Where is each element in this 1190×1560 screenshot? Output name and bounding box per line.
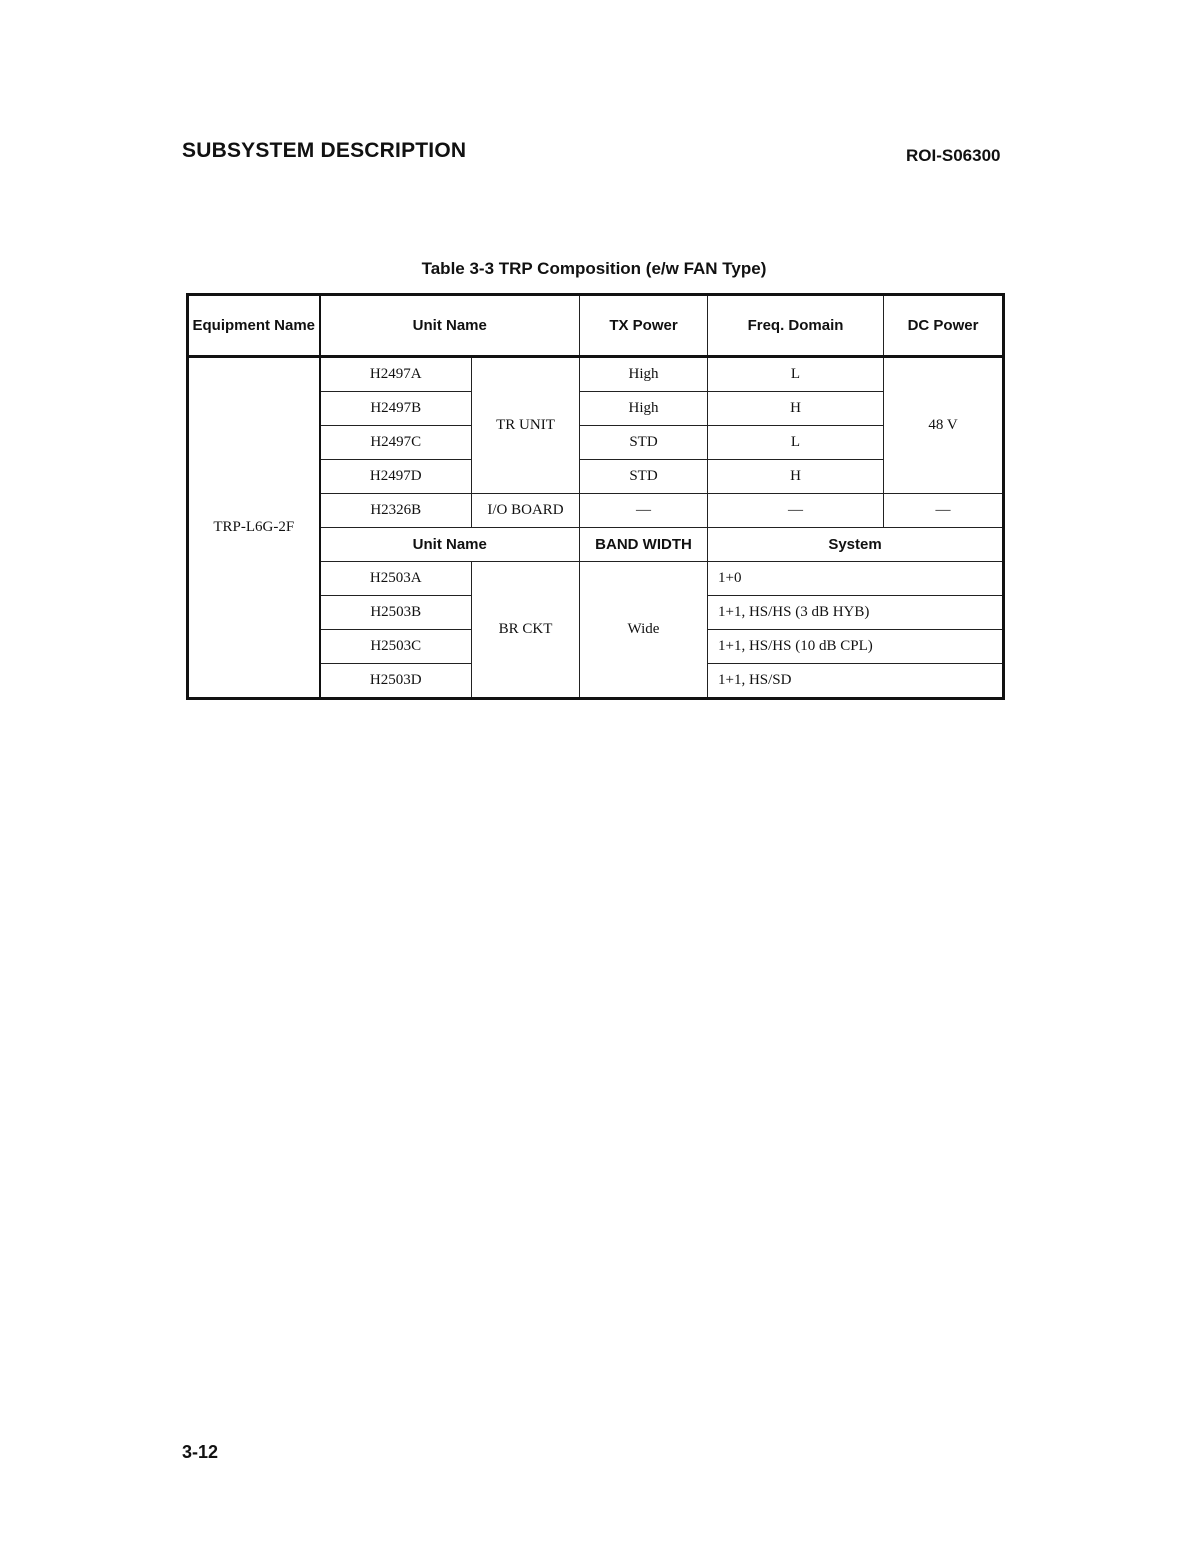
header-freq-domain: Freq. Domain: [708, 295, 884, 357]
header-dc-power: DC Power: [884, 295, 1004, 357]
freq-domain-cell: L: [708, 357, 884, 392]
subheader-band-width: BAND WIDTH: [580, 528, 708, 562]
unit-type-cell: I/O BOARD: [472, 494, 580, 528]
freq-domain-cell: H: [708, 392, 884, 426]
table-row: [188, 357, 1004, 392]
unit-code-cell: H2497A: [320, 357, 472, 392]
header-tx-power: TX Power: [580, 295, 708, 357]
tr-unit-group-cell: TR UNIT: [472, 357, 580, 494]
document-id: ROI-S06300: [906, 146, 1001, 165]
unit-code-cell: H2503A: [320, 562, 472, 596]
unit-code-cell: H2497C: [320, 426, 472, 460]
table-caption: Table 3-3 TRP Composition (e/w FAN Type): [421, 259, 767, 278]
unit-code-cell: H2497D: [320, 460, 472, 494]
unit-code-cell: H2503D: [320, 664, 472, 699]
header-unit-name: Unit Name: [320, 295, 580, 357]
system-cell: 1+1, HS/HS (10 dB CPL): [708, 630, 1004, 664]
subheader-unit-name: Unit Name: [320, 528, 580, 562]
dc-power-cell: 48 V: [884, 357, 1004, 494]
table-header-row: [188, 295, 1004, 357]
unit-code-cell: H2497B: [320, 392, 472, 426]
section-title: SUBSYSTEM DESCRIPTION: [182, 139, 467, 162]
system-cell: 1+1, HS/SD: [708, 664, 1004, 699]
system-cell: 1+1, HS/HS (3 dB HYB): [708, 596, 1004, 630]
freq-domain-cell: —: [708, 494, 884, 528]
freq-domain-cell: H: [708, 460, 884, 494]
freq-domain-cell: L: [708, 426, 884, 460]
page-number: 3-12: [182, 1442, 219, 1462]
trp-composition-table: [186, 293, 1005, 700]
unit-code-cell: H2326B: [320, 494, 472, 528]
system-cell: 1+0: [708, 562, 1004, 596]
tx-power-cell: —: [580, 494, 708, 528]
subheader-system: System: [708, 528, 1004, 562]
unit-code-cell: H2503B: [320, 596, 472, 630]
dc-power-cell: —: [884, 494, 1004, 528]
unit-code-cell: H2503C: [320, 630, 472, 664]
br-ckt-group-cell: BR CKT: [472, 562, 580, 699]
tx-power-cell: STD: [580, 426, 708, 460]
header-equipment-name: Equipment Name: [188, 295, 320, 357]
tx-power-cell: High: [580, 357, 708, 392]
band-width-cell: Wide: [580, 562, 708, 699]
tx-power-cell: STD: [580, 460, 708, 494]
tx-power-cell: High: [580, 392, 708, 426]
equipment-name-cell: TRP-L6G-2F: [188, 357, 320, 699]
